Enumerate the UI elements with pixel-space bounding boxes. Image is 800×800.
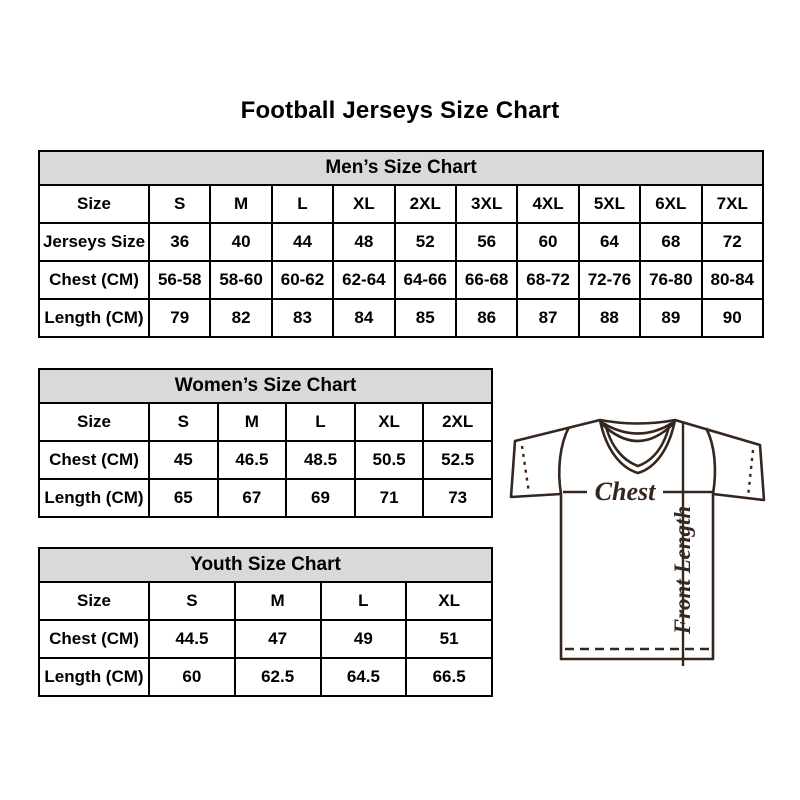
womens-table-cell: 69 xyxy=(286,479,355,517)
youth-table-cell: 66.5 xyxy=(406,658,492,696)
mens-table-cell: 66-68 xyxy=(456,261,517,299)
mens-row-label: Length (CM) xyxy=(39,299,149,337)
jersey-left-armhole-seam xyxy=(559,427,569,494)
mens-table-cell: 90 xyxy=(702,299,763,337)
mens-table-cell: 7XL xyxy=(702,185,763,223)
jersey-left-cuff-stitch-line xyxy=(522,446,529,493)
mens-table-cell: 2XL xyxy=(395,185,456,223)
womens-table-cell: 48.5 xyxy=(286,441,355,479)
mens-table-cell: 79 xyxy=(149,299,210,337)
chest-measure-label: Chest xyxy=(594,477,656,506)
youth-table-cell: 49 xyxy=(321,620,407,658)
mens-table-cell: 40 xyxy=(210,223,271,261)
youth-row-label: Size xyxy=(39,582,149,620)
mens-table-cell: 76-80 xyxy=(640,261,701,299)
mens-table-cell: 82 xyxy=(210,299,271,337)
mens-table-cell: M xyxy=(210,185,271,223)
womens-row-label: Size xyxy=(39,403,149,441)
youth-size-chart-table xyxy=(38,547,493,697)
womens-table-cell: 50.5 xyxy=(355,441,424,479)
mens-table-title: Men’s Size Chart xyxy=(39,151,763,185)
mens-table-cell: 3XL xyxy=(456,185,517,223)
womens-row-label: Length (CM) xyxy=(39,479,149,517)
mens-table-cell: 6XL xyxy=(640,185,701,223)
womens-table-cell: 52.5 xyxy=(423,441,492,479)
womens-table-row xyxy=(39,479,492,517)
mens-table-cell: 83 xyxy=(272,299,333,337)
mens-row-label: Chest (CM) xyxy=(39,261,149,299)
mens-table-cell: S xyxy=(149,185,210,223)
mens-table-cell: 60-62 xyxy=(272,261,333,299)
mens-table-row xyxy=(39,299,763,337)
womens-table-cell: 46.5 xyxy=(218,441,287,479)
jersey-body-outline xyxy=(511,420,764,659)
mens-row-label: Size xyxy=(39,185,149,223)
womens-table-cell: S xyxy=(149,403,218,441)
front-length-measure-label: Front Length xyxy=(670,505,695,635)
womens-table-cell: 2XL xyxy=(423,403,492,441)
mens-table-cell: 86 xyxy=(456,299,517,337)
mens-table-cell: 87 xyxy=(517,299,578,337)
mens-table-cell: 44 xyxy=(272,223,333,261)
youth-table-cell: 60 xyxy=(149,658,235,696)
womens-table-cell: 71 xyxy=(355,479,424,517)
jersey-right-cuff-stitch-line xyxy=(748,450,753,497)
mens-table-cell: 64 xyxy=(579,223,640,261)
womens-table-cell: L xyxy=(286,403,355,441)
mens-table-cell: 85 xyxy=(395,299,456,337)
womens-table-cell: 65 xyxy=(149,479,218,517)
womens-row-label: Chest (CM) xyxy=(39,441,149,479)
mens-row-label: Jerseys Size xyxy=(39,223,149,261)
youth-row-label: Chest (CM) xyxy=(39,620,149,658)
youth-table-cell: 47 xyxy=(235,620,321,658)
womens-table-cell: 67 xyxy=(218,479,287,517)
mens-table-row xyxy=(39,261,763,299)
youth-row-label: Length (CM) xyxy=(39,658,149,696)
mens-table-cell: 68-72 xyxy=(517,261,578,299)
mens-table-cell: 56 xyxy=(456,223,517,261)
jersey-outline-drawing xyxy=(505,398,775,676)
mens-table-cell: L xyxy=(272,185,333,223)
mens-table-cell: 4XL xyxy=(517,185,578,223)
youth-table-row xyxy=(39,658,492,696)
womens-table-title: Women’s Size Chart xyxy=(39,369,492,403)
mens-table-cell: 5XL xyxy=(579,185,640,223)
mens-table-cell: 68 xyxy=(640,223,701,261)
mens-table-cell: 52 xyxy=(395,223,456,261)
mens-size-chart-table xyxy=(38,150,764,338)
mens-table-cell: 58-60 xyxy=(210,261,271,299)
youth-table-cell: 44.5 xyxy=(149,620,235,658)
mens-table-cell: 72 xyxy=(702,223,763,261)
mens-table-cell: 72-76 xyxy=(579,261,640,299)
mens-table-cell: 62-64 xyxy=(333,261,394,299)
mens-table-cell: 56-58 xyxy=(149,261,210,299)
jersey-right-armhole-seam xyxy=(706,428,715,494)
jersey-measurement-diagram xyxy=(505,398,775,676)
mens-table-cell: XL xyxy=(333,185,394,223)
mens-table-cell: 88 xyxy=(579,299,640,337)
mens-table-cell: 89 xyxy=(640,299,701,337)
mens-table-cell: 64-66 xyxy=(395,261,456,299)
mens-table-cell: 60 xyxy=(517,223,578,261)
page-title: Football Jerseys Size Chart xyxy=(240,97,560,124)
youth-table-cell: S xyxy=(149,582,235,620)
youth-table-cell: M xyxy=(235,582,321,620)
mens-table-cell: 48 xyxy=(333,223,394,261)
youth-table-cell: 51 xyxy=(406,620,492,658)
womens-table-row xyxy=(39,403,492,441)
youth-table-cell: 64.5 xyxy=(321,658,407,696)
womens-table-cell: 45 xyxy=(149,441,218,479)
youth-table-title: Youth Size Chart xyxy=(39,548,492,582)
mens-table-cell: 80-84 xyxy=(702,261,763,299)
mens-table-row xyxy=(39,223,763,261)
youth-table-row xyxy=(39,620,492,658)
mens-table-cell: 36 xyxy=(149,223,210,261)
womens-table-row xyxy=(39,441,492,479)
youth-table-cell: XL xyxy=(406,582,492,620)
youth-table-cell: 62.5 xyxy=(235,658,321,696)
mens-table-row xyxy=(39,185,763,223)
womens-table-cell: XL xyxy=(355,403,424,441)
womens-table-cell: 73 xyxy=(423,479,492,517)
womens-size-chart-table xyxy=(38,368,493,518)
womens-table-cell: M xyxy=(218,403,287,441)
youth-table-row xyxy=(39,582,492,620)
mens-table-cell: 84 xyxy=(333,299,394,337)
youth-table-cell: L xyxy=(321,582,407,620)
